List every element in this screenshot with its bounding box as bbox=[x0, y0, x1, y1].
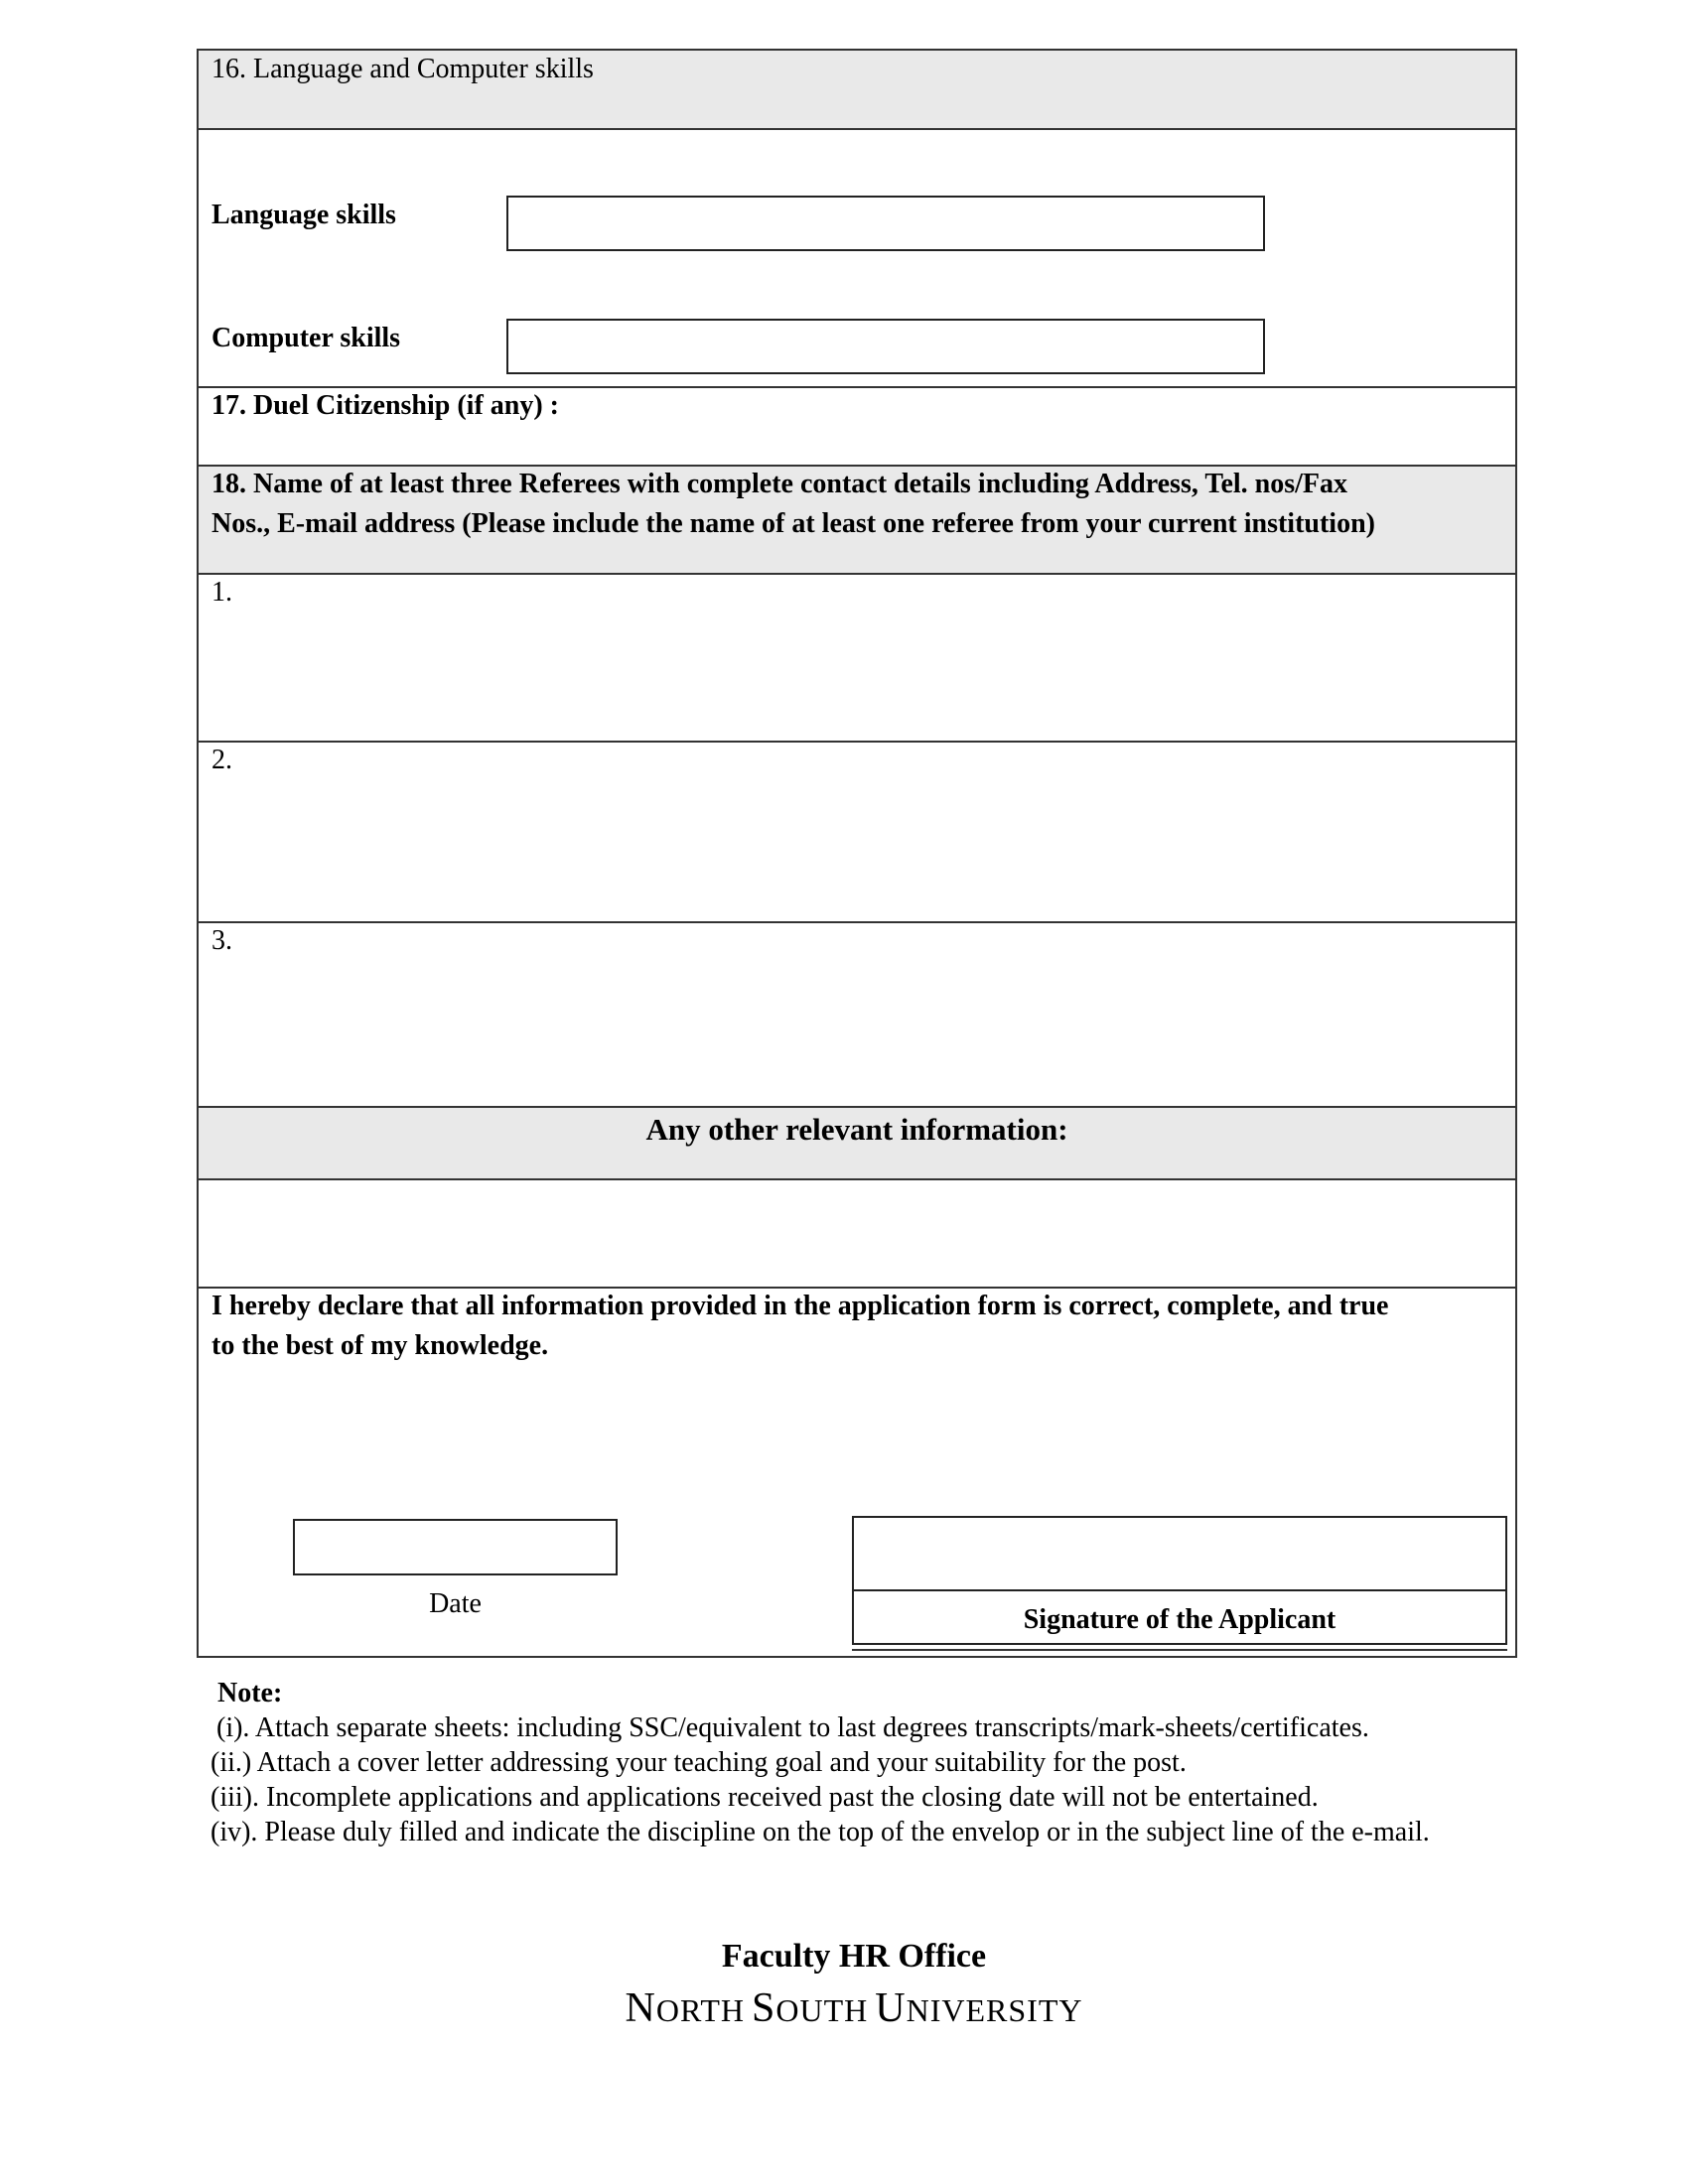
computer-skills-field[interactable] bbox=[506, 319, 1265, 374]
date-label: Date bbox=[429, 1588, 482, 1619]
university-word-rest: OUTH bbox=[775, 1992, 869, 2028]
note-item: (i). Attach separate sheets: including SSC/equivalent to last degrees transcripts/mark-sheets/certificates. bbox=[216, 1712, 1369, 1743]
note-item: (iv). Please duly filled and indicate the discipline on the top of the envelop or in the subject line of the e-mail. bbox=[211, 1817, 1430, 1847]
table-rule bbox=[197, 921, 1517, 923]
referee-number: 1. bbox=[211, 577, 232, 608]
table-rule bbox=[197, 741, 1517, 743]
table-rule bbox=[197, 1178, 1517, 1180]
table-rule bbox=[197, 1106, 1517, 1108]
other-info-heading: Any other relevant information: bbox=[645, 1112, 1068, 1147]
signature-underline bbox=[852, 1649, 1507, 1651]
language-skills-field[interactable] bbox=[506, 196, 1265, 251]
notes-title: Note: bbox=[217, 1678, 283, 1708]
computer-skills-label: Computer skills bbox=[211, 323, 401, 353]
notes-block bbox=[211, 1676, 1430, 1849]
table-left-border bbox=[197, 49, 199, 1658]
dual-citizenship-label: 17. Duel Citizenship (if any) : bbox=[211, 390, 559, 421]
university-word bbox=[625, 1985, 746, 2031]
university-word-initial: U bbox=[875, 1985, 907, 2031]
declaration-text: I hereby declare that all information provided in the application form is correct, complete, and true bbox=[211, 1291, 1389, 1321]
note-item: (ii.) Attach a cover letter addressing your teaching goal and your suitability for the post. bbox=[211, 1747, 1187, 1778]
footer-university bbox=[0, 1983, 1688, 2038]
table-rule bbox=[197, 128, 1517, 130]
university-word-rest: NIVERSITY bbox=[906, 1992, 1083, 2028]
table-rule bbox=[197, 1656, 1517, 1658]
university-word bbox=[752, 1985, 869, 2031]
referee-number: 3. bbox=[211, 925, 232, 956]
signature-label: Signature of the Applicant bbox=[1023, 1604, 1336, 1635]
signature-field[interactable] bbox=[852, 1516, 1507, 1591]
referee-number: 2. bbox=[211, 745, 232, 775]
university-word-rest: ORTH bbox=[655, 1992, 746, 2028]
referees-heading: Nos., E-mail address (Please include the name of at least one referee from your current institution) bbox=[211, 508, 1375, 539]
footer-office: Faculty HR Office bbox=[721, 1938, 987, 1975]
university-word bbox=[875, 1985, 1083, 2031]
table-rule bbox=[197, 573, 1517, 575]
language-skills-label: Language skills bbox=[211, 200, 396, 230]
university-word-initial: N bbox=[625, 1985, 656, 2031]
note-item: (iii). Incomplete applications and applications received past the closing date will not be entertained. bbox=[211, 1782, 1319, 1813]
skills-section-header: 16. Language and Computer skills bbox=[211, 54, 594, 84]
referees-heading: 18. Name of at least three Referees with complete contact details including Address, Tel. nos/Fax bbox=[211, 469, 1348, 499]
declaration-text: to the best of my knowledge. bbox=[211, 1330, 549, 1361]
table-right-border bbox=[1515, 49, 1517, 1658]
date-field[interactable] bbox=[293, 1519, 618, 1575]
university-word-initial: S bbox=[752, 1985, 776, 2031]
